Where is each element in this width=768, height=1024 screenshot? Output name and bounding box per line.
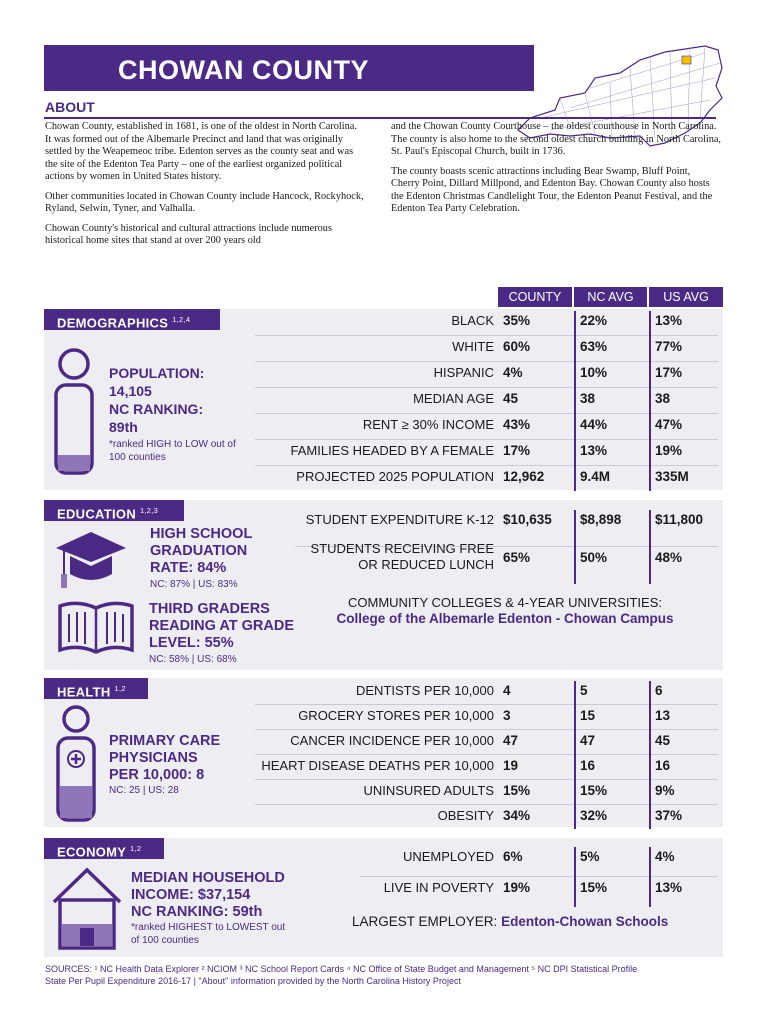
row-label: STUDENT EXPENDITURE K-12: [305, 512, 494, 527]
health-heading: HEALTH $^{1,2}$: [44, 678, 148, 699]
column-divider: [574, 510, 576, 584]
education-heading: EDUCATION $^{1,2,3}$: [44, 500, 184, 521]
reading-rate: LEVEL: 55%: [149, 635, 234, 651]
sources-footnote: [45, 963, 735, 987]
graduation-cap-icon: [54, 528, 128, 592]
value-county: 45: [503, 391, 519, 406]
ranking-label: NC RANKING:: [109, 401, 204, 417]
value-county: 15%: [503, 783, 531, 798]
column-header-us-avg: US AVG: [649, 287, 723, 307]
value-nc: 32%: [580, 808, 608, 823]
value-nc: 15%: [580, 783, 608, 798]
value-us: 4%: [655, 849, 675, 864]
value-nc: $8,898: [580, 512, 622, 527]
row-label: GROCERY STORES PER 10,000: [298, 708, 494, 723]
row-label: CANCER INCIDENCE PER 10,000: [290, 733, 494, 748]
value-nc: 22%: [580, 313, 608, 328]
value-county: 6%: [503, 849, 523, 864]
value-us: 48%: [655, 550, 683, 565]
value-county: 19: [503, 758, 519, 773]
house-icon: [50, 866, 124, 950]
row-label: HEART DISEASE DEATHS PER 10,000: [261, 758, 494, 773]
column-divider: [649, 847, 651, 907]
chowan-county-highlight: [682, 56, 691, 64]
value-nc: 10%: [580, 365, 608, 380]
column-header-nc-avg: NC AVG: [574, 287, 647, 307]
pcp-note: NC: 25 | US: 28: [109, 785, 179, 796]
colleges-heading: COMMUNITY COLLEGES & 4-YEAR UNIVERSITIES:: [348, 595, 662, 610]
economy-ranking: NC RANKING: 59th: [131, 904, 263, 920]
open-book-icon: [56, 600, 136, 658]
value-county: 60%: [503, 339, 531, 354]
row-label: OR REDUCED LUNCH: [358, 557, 494, 572]
value-us: $11,800: [655, 512, 704, 527]
largest-employer: LARGEST EMPLOYER: Edenton-Chowan Schools: [352, 914, 669, 929]
row-label: OBESITY: [437, 808, 494, 823]
income-label-line1: MEDIAN HOUSEHOLD: [131, 870, 285, 886]
income-value: INCOME: $37,154: [131, 887, 251, 903]
graduation-rate: RATE: 84%: [150, 560, 227, 576]
about-left-column: [45, 121, 365, 255]
column-divider: [649, 681, 651, 829]
value-us: 13: [655, 708, 671, 723]
value-county: 35%: [503, 313, 531, 328]
value-county: 65%: [503, 550, 531, 565]
ranking-value: 89th: [109, 419, 138, 435]
row-label: HISPANIC: [433, 365, 494, 380]
value-us: 47%: [655, 417, 683, 432]
value-us: 17%: [655, 365, 683, 380]
about-paragraph: Other communities located in Chowan County include Hancock, Rockyhock, Ryland, Selwin, Tyner, and Valhalla.: [45, 190, 364, 214]
value-county: 47: [503, 733, 519, 748]
value-us: 9%: [655, 783, 675, 798]
value-county: 34%: [503, 808, 531, 823]
row-label: DENTISTS PER 10,000: [356, 683, 494, 698]
colleges-value: College of the Albemarle Edenton - Chowan Campus: [336, 611, 674, 626]
value-us: 77%: [655, 339, 683, 354]
row-label: BLACK: [451, 313, 494, 328]
pcp-label-line1: PRIMARY CARE: [109, 733, 221, 749]
value-nc: 47: [580, 733, 596, 748]
value-county: 4: [503, 683, 511, 698]
about-heading: ABOUT: [45, 99, 95, 115]
column-divider: [574, 311, 576, 491]
value-us: 335M: [655, 469, 689, 484]
row-divider: [360, 876, 718, 877]
reading-note: NC: 58% | US: 68%: [149, 654, 237, 665]
about-right-column: [391, 121, 721, 223]
value-us: 45: [655, 733, 671, 748]
value-nc: 15: [580, 708, 596, 723]
page-title: CHOWAN COUNTY: [118, 55, 369, 85]
row-label: RENT ≥ 30% INCOME: [362, 417, 494, 432]
population-label: POPULATION:: [109, 365, 205, 381]
value-us: 16: [655, 758, 671, 773]
value-county: 19%: [503, 880, 531, 895]
value-us: 13%: [655, 313, 683, 328]
row-label: UNINSURED ADULTS: [363, 783, 494, 798]
graduation-note: NC: 87% | US: 83%: [150, 579, 238, 590]
ranking-note: *ranked HIGH to LOW out of 100 counties: [109, 439, 236, 463]
row-label: PROJECTED 2025 POPULATION: [296, 469, 494, 484]
column-divider: [574, 681, 576, 829]
value-us: 13%: [655, 880, 683, 895]
value-nc: 5: [580, 683, 588, 698]
value-county: 43%: [503, 417, 531, 432]
value-us: 38: [655, 391, 671, 406]
pcp-rate: PER 10,000: 8: [109, 767, 205, 783]
graduation-label-line2: GRADUATION: [150, 543, 248, 559]
value-us: 6: [655, 683, 663, 698]
row-label: WHITE: [452, 339, 494, 354]
row-label: LIVE IN POVERTY: [383, 880, 494, 895]
row-label: UNEMPLOYED: [402, 849, 494, 864]
value-county: 3: [503, 708, 511, 723]
sources-line: SOURCES: ¹ NC Health Data Explorer ² NCIOM ³ NC School Report Cards ⁴ NC Office of State Budget and Management ⁵ NC DPI Statistical Profile: [45, 964, 638, 974]
about-paragraph: Chowan County, established in 1681, is one of the oldest in North Carolina. It was formed out of the Albemarle Precinct and land that was originally settled by the Weapemeoc tribe. Edenton serves as the county seat and was the site of the Edenton Tea Party – one of the earliest organized political actions by women in United States history.: [45, 121, 357, 182]
about-paragraph: and the Chowan County Courthouse – the oldest courthouse in North Carolina. The county is also home to the second oldest church building in North Carolina, St. Paul's Episcopal Church, built in 1736.: [391, 121, 722, 157]
row-label: MEDIAN AGE: [413, 391, 494, 406]
value-nc: 5%: [580, 849, 600, 864]
value-nc: 38: [580, 391, 596, 406]
value-nc: 44%: [580, 417, 608, 432]
reading-label-line1: THIRD GRADERS: [149, 601, 270, 617]
about-paragraph: Chowan County's historical and cultural attractions include numerous historical home sites that stand at over 200 years old: [45, 222, 332, 246]
column-divider: [574, 847, 576, 907]
person-medical-icon: [54, 704, 98, 822]
value-us: 37%: [655, 808, 683, 823]
value-us: 19%: [655, 443, 683, 458]
about-paragraph: The county boasts scenic attractions including Bear Swamp, Bluff Point, Cherry Point, Dillard Millpond, and Edenton Bay. Chowan County also hosts the Edenton Christmas Candlelight Tour, the Edenton Peanut Festival, and the Edenton Tea Party Celebration.: [391, 165, 713, 214]
value-nc: 16: [580, 758, 596, 773]
value-nc: 13%: [580, 443, 608, 458]
row-label: STUDENTS RECEIVING FREE: [310, 541, 494, 556]
pcp-label-line2: PHYSICIANS: [109, 750, 198, 766]
about-divider: [44, 117, 716, 119]
demographics-heading: DEMOGRAPHICS $^{1,2,4}$: [44, 309, 220, 330]
column-header-county: COUNTY: [498, 287, 572, 307]
person-icon: [52, 347, 96, 475]
economy-ranking-note: *ranked HIGHEST to LOWEST out of 100 counties: [131, 922, 286, 946]
value-nc: 9.4M: [580, 469, 611, 484]
reading-label-line2: READING AT GRADE: [149, 618, 294, 634]
value-nc: 50%: [580, 550, 608, 565]
value-nc: 15%: [580, 880, 608, 895]
sources-line: State Per Pupil Expenditure 2016-17 | "About" information provided by the North Carolina History Project: [45, 976, 461, 986]
graduation-label-line1: HIGH SCHOOL: [150, 526, 253, 542]
column-divider: [649, 510, 651, 584]
value-nc: 63%: [580, 339, 608, 354]
row-label: FAMILIES HEADED BY A FEMALE: [290, 443, 494, 458]
economy-heading: ECONOMY $^{1,2}$: [44, 838, 164, 859]
value-county: $10,635: [503, 512, 552, 527]
value-county: 17%: [503, 443, 531, 458]
population-value: 14,105: [109, 383, 152, 399]
column-divider: [649, 311, 651, 491]
value-county: 4%: [503, 365, 523, 380]
value-county: 12,962: [503, 469, 545, 484]
